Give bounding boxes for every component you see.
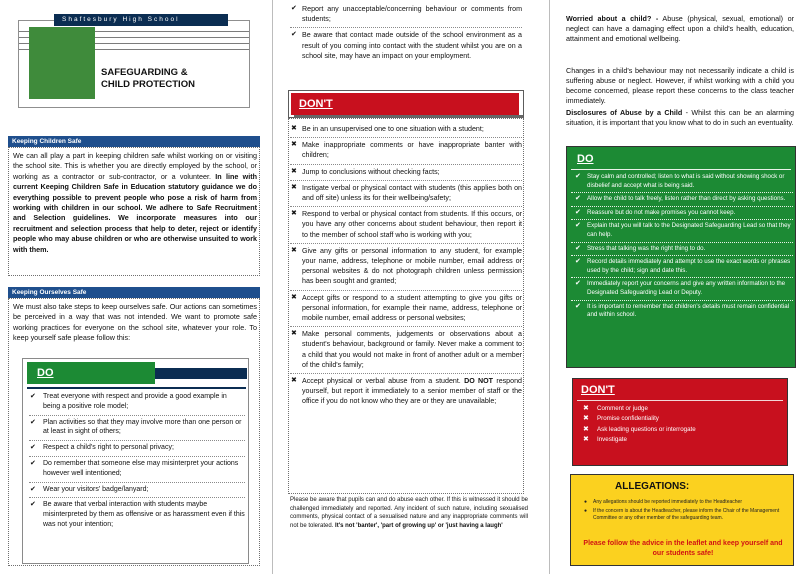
check-icon: ✔ <box>575 208 581 216</box>
cross-icon: ✖ <box>291 293 297 301</box>
cross-icon: ✖ <box>291 210 297 218</box>
check-icon: ✔ <box>30 444 36 452</box>
cross-icon: ✖ <box>291 125 297 132</box>
list-item: ✖ Make inappropriate comments or have inappropriate banter with children; <box>290 140 522 164</box>
disclosure-dont-header: DON'T <box>581 384 615 396</box>
worried-about-child-text: Worried about a child? - Abuse (physical, sexual, emotional) or neglect can have a damaging effect upon a child's health, education, attainment and emotional wellbeing. <box>566 14 794 43</box>
disclosure-do-header: DO <box>577 153 594 165</box>
peer-abuse-note: Please be aware that pupils can and do abuse each other. If this is witnessed it should be challenged immediately and reported. Any incident of such nature, including sexualised comments, physical contact of a sexualised nature and any inappropriate comments will not be tolerated. It's not 'banter', 'part of growing up' or 'just having a laugh' <box>290 497 528 529</box>
list-item: ● If the concern is about the Headteacher, please inform the Chair of the Management Committee or any other member of the safeguarding team. <box>584 508 780 521</box>
leaflet-title: SAFEGUARDING & CHILD PROTECTION <box>101 67 195 90</box>
list-item: ✔ Wear your visitors' badge/lanyard; <box>29 485 245 499</box>
section-header-keeping-children-safe: Keeping Children Safe <box>8 136 260 147</box>
behaviour-changes-text: Changes in a child's behaviour may not necessarily indicate a child is suffering abuse or neglect. However, if whilst working with a child you become concerned, please report these concerns to the class teacher immediately. <box>566 66 794 105</box>
cross-icon: ✖ <box>291 246 297 254</box>
list-item: ✖ Respond to verbal or physical contact from students. If this occurs, or you have any other concerns about student behaviour, then report it to the member of school staff who is working with you; <box>290 209 522 244</box>
check-icon: ✔ <box>575 195 581 203</box>
list-item: ✖ Accept gifts or respond to a student attempting to give you gifts or personal information, for example their name, address, telephone or mobile number, email address or personal websites; <box>290 293 522 328</box>
do-header: DO <box>27 362 155 384</box>
panel-divider <box>272 0 273 574</box>
list-item: ✔ It is important to remember that children's details must remain confidential and within school. <box>575 302 790 319</box>
list-item: ✖ Promise confidentiality <box>583 415 659 423</box>
check-icon: ✔ <box>575 258 581 266</box>
do-box-staff <box>22 358 249 564</box>
dont-header-shadow <box>294 115 523 118</box>
dont-divider <box>577 400 783 401</box>
list-item: ✔ Stay calm and controlled; listen to what is said without showing shock or disbelief and accept what is being said. <box>571 173 793 193</box>
list-item: ✔ Stress that talking was the right thing to do. <box>571 245 793 257</box>
list-item: ✖ Accept physical or verbal abuse from a student. DO NOT respond yourself, but report it immediately to a senior member of staff or the office if you do not know who they are or they are unavailable; <box>291 377 522 406</box>
report-list <box>290 4 522 66</box>
bullet-icon: ● <box>584 508 588 514</box>
leaflet-panel-middle <box>284 0 534 574</box>
check-icon: ✔ <box>30 501 36 509</box>
list-item: ✖ Comment or judge <box>583 405 648 412</box>
check-icon: ✔ <box>291 5 297 12</box>
section-header-keeping-ourselves-safe: Keeping Ourselves Safe <box>8 287 260 298</box>
list-item: ✔ Immediately report your concerns and give any written information to the Designated Safeguarding Lead or Deputy. <box>571 280 793 300</box>
allegations-footer: Please follow the advice in the leaflet and keep yourself and our students safe! <box>583 540 783 557</box>
dont-header: DON'T <box>291 93 519 115</box>
cross-icon: ✖ <box>291 377 297 385</box>
check-icon: ✔ <box>30 485 36 493</box>
disclosure-do-list <box>571 173 793 324</box>
allegations-title: ALLEGATIONS: <box>615 481 690 492</box>
cross-icon: ✖ <box>291 330 297 338</box>
keeping-ourselves-safe-text: We must also take steps to keep ourselves safe. Our actions can sometimes be perceived in a way that was not intended. We want to promote safe working practices for everyone on the school site, whatever your role. To keep yourself safe please follow this: <box>13 302 257 343</box>
list-item: ● Any allegations should be reported immediately to the Headteacher <box>584 499 742 505</box>
do-list <box>29 392 245 535</box>
list-item: ✔ Explain that you will talk to the Designated Safeguarding Lead so that they can help. <box>571 222 793 242</box>
list-item: ✔ Plan activities so that they may involve more than one person or at least in sight of others; <box>29 418 245 442</box>
do-divider <box>27 387 246 389</box>
leaflet-panel-right <box>562 0 800 574</box>
disclosures-text: Disclosures of Abuse by a Child - Whilst this can be an alarming situation, it is important that you know what to do in such an eventuality. <box>566 108 794 127</box>
school-name: Shaftesbury High School <box>54 14 228 26</box>
dont-header-box <box>288 90 524 118</box>
list-item: ✔ Treat everyone with respect and provide a good example in being a positive role model; <box>29 392 245 416</box>
list-item: ✔ Report any unacceptable/concerning behaviour or comments from students; <box>290 4 522 28</box>
list-item: ✖ Investigate <box>583 436 627 444</box>
cross-icon: ✖ <box>291 167 297 175</box>
list-item: ✖ Give any gifts or personal information to any student, for example your name, address, telephone or mobile number, email address or personal websites & do not photograph children unless permission has been sought and granted; <box>290 246 522 291</box>
do-divider <box>571 169 791 170</box>
list-item: ✔ Allow the child to talk freely, listen rather than direct by asking questions. <box>571 195 793 207</box>
check-icon: ✔ <box>575 222 581 230</box>
list-item: ✔ Be aware that contact made outside of the school environment as a result of you coming into contact with the student whilst you are on a school site, may have an impact on your employment. <box>291 31 522 60</box>
cross-icon: ✖ <box>291 183 297 191</box>
leaflet-panel-left <box>0 0 268 574</box>
allegations-list <box>583 499 789 524</box>
do-header-bar <box>155 368 247 379</box>
list-item: ✔ Do remember that someone else may misinterpret your actions however well intentioned; <box>29 459 245 483</box>
check-icon: ✔ <box>575 280 581 288</box>
disclosure-do-box <box>566 146 796 368</box>
check-icon: ✔ <box>575 302 581 310</box>
check-icon: ✔ <box>30 418 36 426</box>
green-block <box>29 27 95 99</box>
check-icon: ✔ <box>291 31 297 39</box>
check-icon: ✔ <box>575 244 581 252</box>
list-item: ✔ Be aware that verbal interaction with students maybe misinterpreted by them as offensive or as harassment even if this was not your intention; <box>30 501 245 528</box>
check-icon: ✔ <box>30 393 36 400</box>
cross-icon: ✖ <box>583 436 589 444</box>
title-banner <box>18 20 250 108</box>
list-item: ✔ Respect a child's right to personal privacy; <box>29 443 245 457</box>
list-item: ✔ Reassure but do not make promises you cannot keep. <box>571 209 793 221</box>
disclosure-dont-box <box>572 378 788 466</box>
cross-icon: ✖ <box>583 415 589 423</box>
cross-icon: ✖ <box>583 405 589 412</box>
keeping-children-safe-text: We can all play a part in keeping children safe whilst working on or visiting the school site. This is whether you are directly employed by the school, or working as a contractor or sub-contractor, or a volunteer. In line with current Keeping Children Safe in Education statutory guidance we do everything possible to prevent people who pose a risk of harm from working with children in our school. We adhere to Safe Recruitment and Selection guidelines. We incorporate measures into our recruitment and selection process that help to deter, reject or identify people who may abuse children or who are otherwise unsuited to work with them. <box>13 151 257 254</box>
allegations-box <box>570 474 794 566</box>
dont-list <box>290 124 522 412</box>
check-icon: ✔ <box>575 173 581 180</box>
disclosure-dont-list <box>577 405 783 447</box>
list-item: ✖ Jump to conclusions without checking facts; <box>290 167 522 181</box>
panel-divider <box>549 0 550 574</box>
list-item: ✖ Ask leading questions or interrogate <box>583 425 696 433</box>
list-item: ✖ Instigate verbal or physical contact with students (this applies both on and off site) unless its for their wellbeing/safety; <box>290 183 522 207</box>
list-item: ✖ Make personal comments, judgements or observations about a student's behaviour, background or family. Never make a comment to a child that you would not make in front of another adult or a member of the child's family; <box>290 329 522 374</box>
bullet-icon: ● <box>584 499 588 505</box>
check-icon: ✔ <box>30 459 36 467</box>
cross-icon: ✖ <box>291 141 297 149</box>
list-item: ✔ Record details immediately and attempt to use the exact words or phrases used by the child; sign and date this. <box>571 258 793 278</box>
cross-icon: ✖ <box>583 425 589 433</box>
list-item: ✖ Be in an unsupervised one to one situation with a student; <box>290 124 522 138</box>
